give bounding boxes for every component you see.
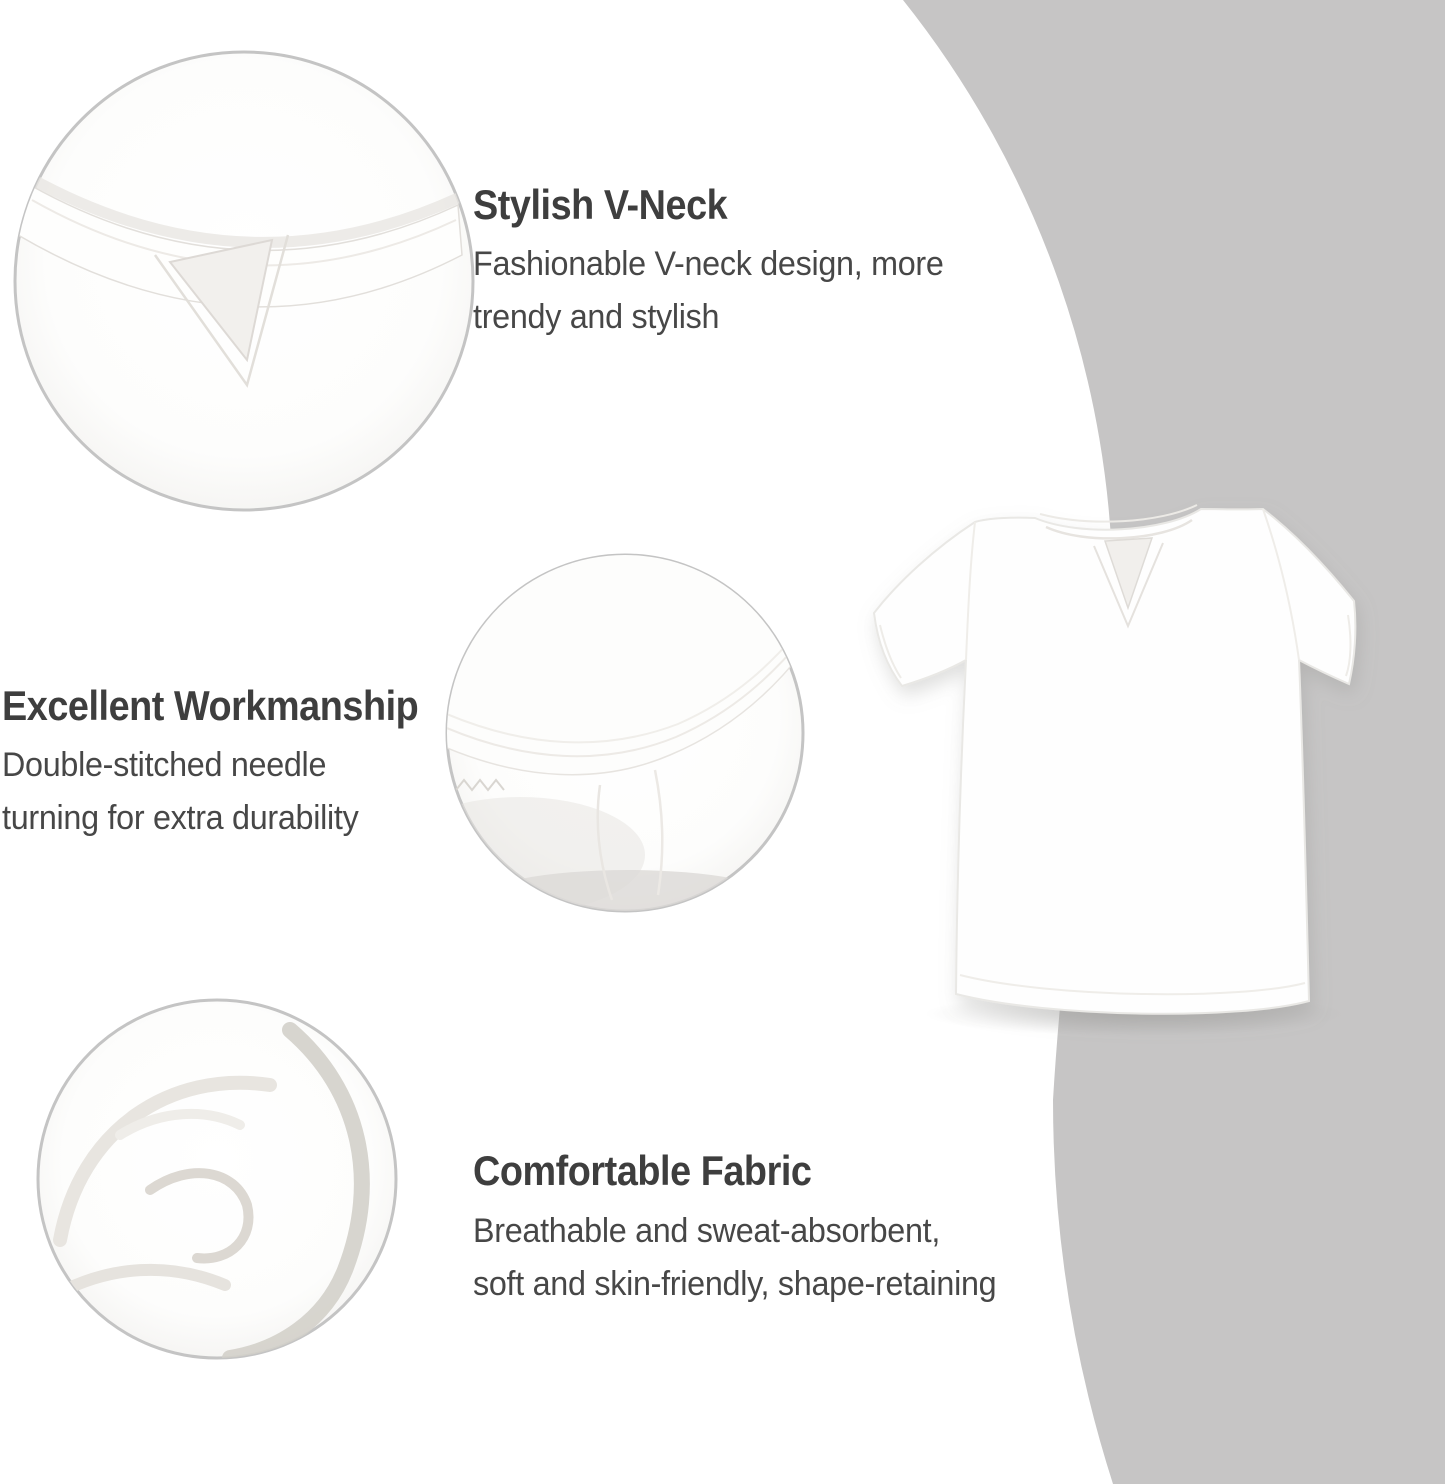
feature-line: Double-stitched needle: [2, 746, 327, 784]
feature-title: [473, 181, 968, 228]
feature-title: [473, 1147, 1024, 1194]
feature-description: [473, 1205, 1024, 1311]
feature-title-text: Comfortable Fabric: [473, 1147, 812, 1194]
feature-block-fabric: [473, 1147, 1024, 1311]
feature-description: [2, 739, 465, 845]
tshirt-silhouette: [874, 509, 1355, 1014]
vneck-collar-closeup-photo: [15, 52, 473, 510]
feature-title-text: Excellent Workmanship: [2, 682, 419, 729]
feature-line: Breathable and sweat-absorbent,: [473, 1212, 941, 1250]
feature-line: turning for extra durability: [2, 799, 359, 837]
feature-line: Fashionable V-neck design, more: [473, 245, 944, 283]
feature-block-vneck: [473, 181, 968, 344]
feature-description: [473, 238, 968, 344]
fabric-swirl-closeup-photo: [38, 1000, 396, 1358]
feature-line: trendy and stylish: [473, 298, 720, 336]
feature-title: [2, 682, 465, 729]
tshirt-product-photo: [874, 505, 1355, 1036]
feature-title-text: Stylish V-Neck: [473, 181, 728, 228]
feature-line: soft and skin-friendly, shape-retaining: [473, 1265, 997, 1303]
feature-block-workmanship: [2, 682, 465, 845]
